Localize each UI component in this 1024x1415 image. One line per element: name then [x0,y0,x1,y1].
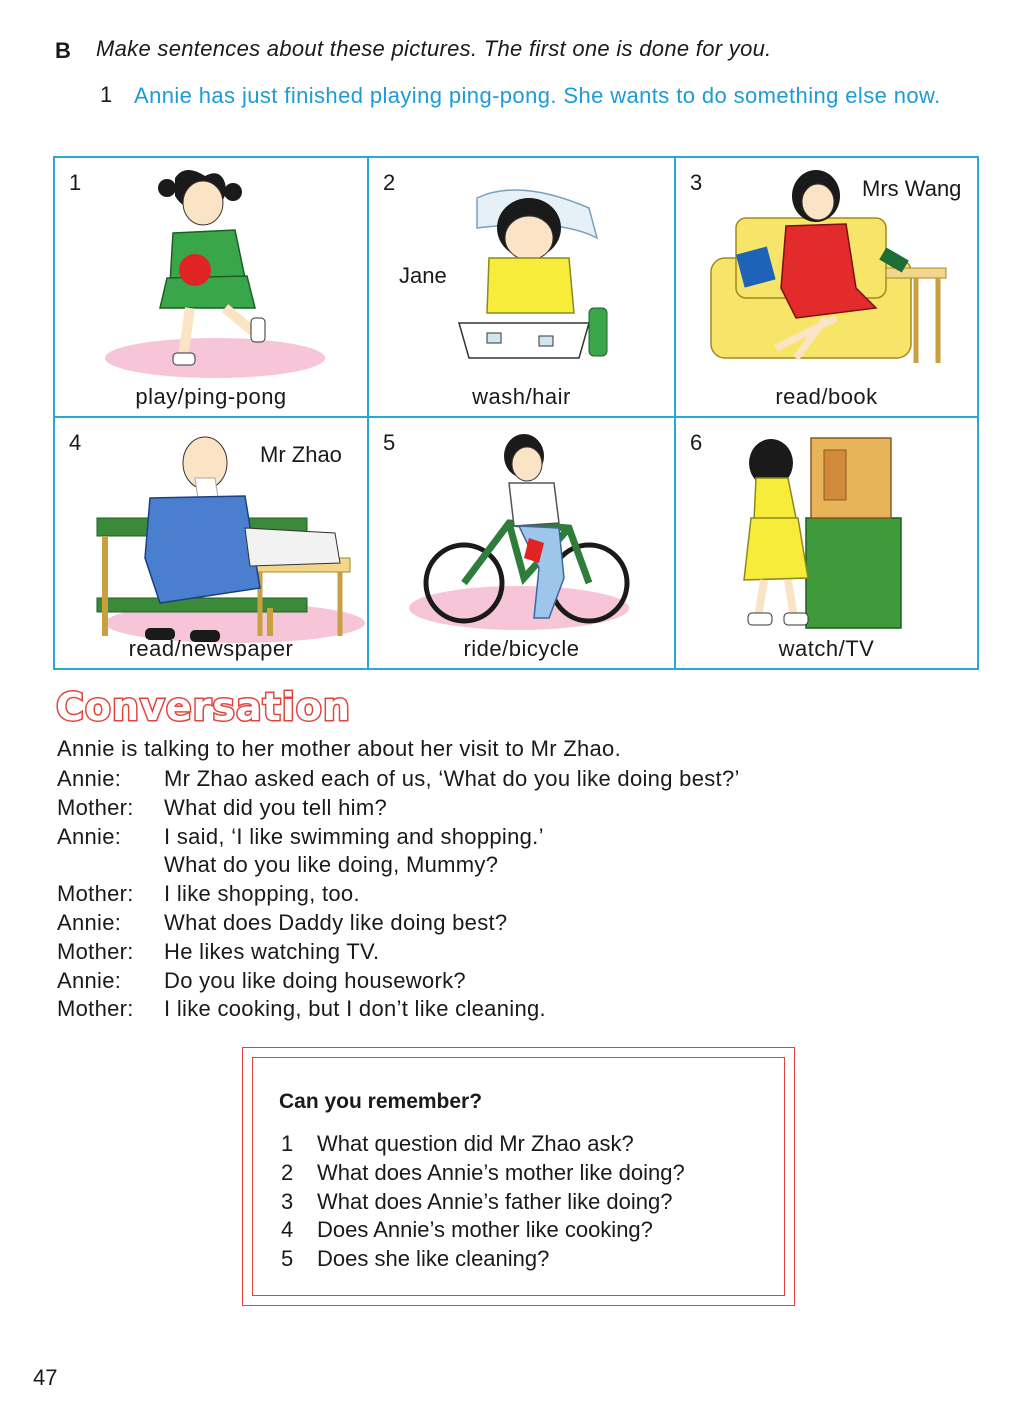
dialog-text: Mr Zhao asked each of us, ‘What do you like doing best?’ [164,766,740,791]
dialog-text: I like cooking, but I don’t like cleaning. [164,996,546,1022]
dialog-text: He likes watching TV. [164,938,380,964]
question-text: What does Annie’s father like doing? [317,1188,673,1214]
page-number: 47 [33,1365,58,1390]
question-text: Does she like cleaning? [317,1246,550,1272]
dialog-speaker: Annie: [57,967,122,993]
dialog-line [57,823,740,852]
picture-cell-3 [676,158,977,418]
dialog-text: What does Daddy like doing best? [164,909,508,935]
remember-box [242,1047,795,1306]
question-text: What does Annie’s mother like doing? [317,1159,685,1185]
question-item [281,1188,685,1217]
character-name: Mr Zhao [260,442,342,467]
dialog-text: I like shopping, too. [164,881,360,907]
picture-caption: read/book [775,384,878,409]
dialog-line [57,967,740,996]
character-name: Jane [399,263,447,288]
dialog-speaker: Mother: [57,881,134,907]
dialog-speaker [57,851,164,880]
picture-number: 3 [690,170,703,195]
picture-cell-1 [55,158,369,418]
conversation-intro: Annie is talking to her mother about her visit to Mr Zhao. [57,736,621,761]
girl-playing-ping-pong-illustration [55,158,367,416]
picture-caption: ride/bicycle [463,636,580,661]
picture-number: 2 [383,170,396,195]
dialog-speaker: Annie: [57,766,122,791]
picture-grid [53,156,979,670]
dialog-line [57,909,740,938]
picture-caption: wash/hair [472,384,571,409]
picture-caption: read/newspaper [128,636,294,661]
boy-riding-bicycle-illustration [369,418,674,668]
question-number: 5 [281,1246,294,1272]
picture-cell-6 [676,418,977,668]
picture-number: 5 [383,430,396,455]
question-item [281,1130,685,1159]
dialog-line [57,995,740,1024]
picture-number: 1 [69,170,82,195]
dialog-text: Do you like doing housework? [164,967,466,993]
question-item [281,1216,685,1245]
question-text: Does Annie’s mother like cooking? [317,1217,653,1243]
dialog-text: What did you tell him? [164,794,388,820]
exercise-letter: B [55,38,71,63]
dialog-line [57,938,740,967]
dialog-line [57,794,740,823]
character-name: Mrs Wang [862,176,962,201]
question-number: 1 [281,1131,294,1156]
dialog [57,765,740,1024]
question-number: 4 [281,1217,294,1243]
picture-cell-2 [369,158,676,418]
question-text: What question did Mr Zhao ask? [317,1131,634,1156]
dialog-speaker: Annie: [57,909,122,935]
dialog-speaker: Mother: [57,938,134,964]
remember-title: Can you remember? [279,1090,483,1113]
question-item [281,1159,685,1188]
picture-number: 6 [690,430,703,455]
question-item [281,1245,685,1274]
dialog-line [57,880,740,909]
girl-watching-tv-illustration [676,418,977,668]
picture-caption: play/ping-pong [135,384,287,409]
example-number: 1 [100,82,113,107]
question-list [281,1130,685,1274]
question-number: 2 [281,1159,294,1185]
dialog-speaker: Mother: [57,794,134,820]
picture-number: 4 [69,430,82,455]
conversation-title [52,684,372,732]
picture-cell-5 [369,418,676,668]
dialog-speaker: Mother: [57,996,134,1022]
dialog-text: What do you like doing, Mummy? [164,852,499,878]
dialog-speaker: Annie: [57,823,122,849]
picture-caption: watch/TV [778,636,875,661]
exercise-instruction: Make sentences about these pictures. The first one is done for you. [96,36,772,61]
dialog-text: I said, ‘I like swimming and shopping.’ [164,823,544,849]
svg-text:Conversation: Conversation [56,685,351,729]
dialog-line [57,765,740,794]
question-number: 3 [281,1188,294,1214]
dialog-line [57,851,740,880]
picture-cell-4 [55,418,369,668]
example-answer: Annie has just finished playing ping-pong. She wants to do something else now. [134,83,941,108]
